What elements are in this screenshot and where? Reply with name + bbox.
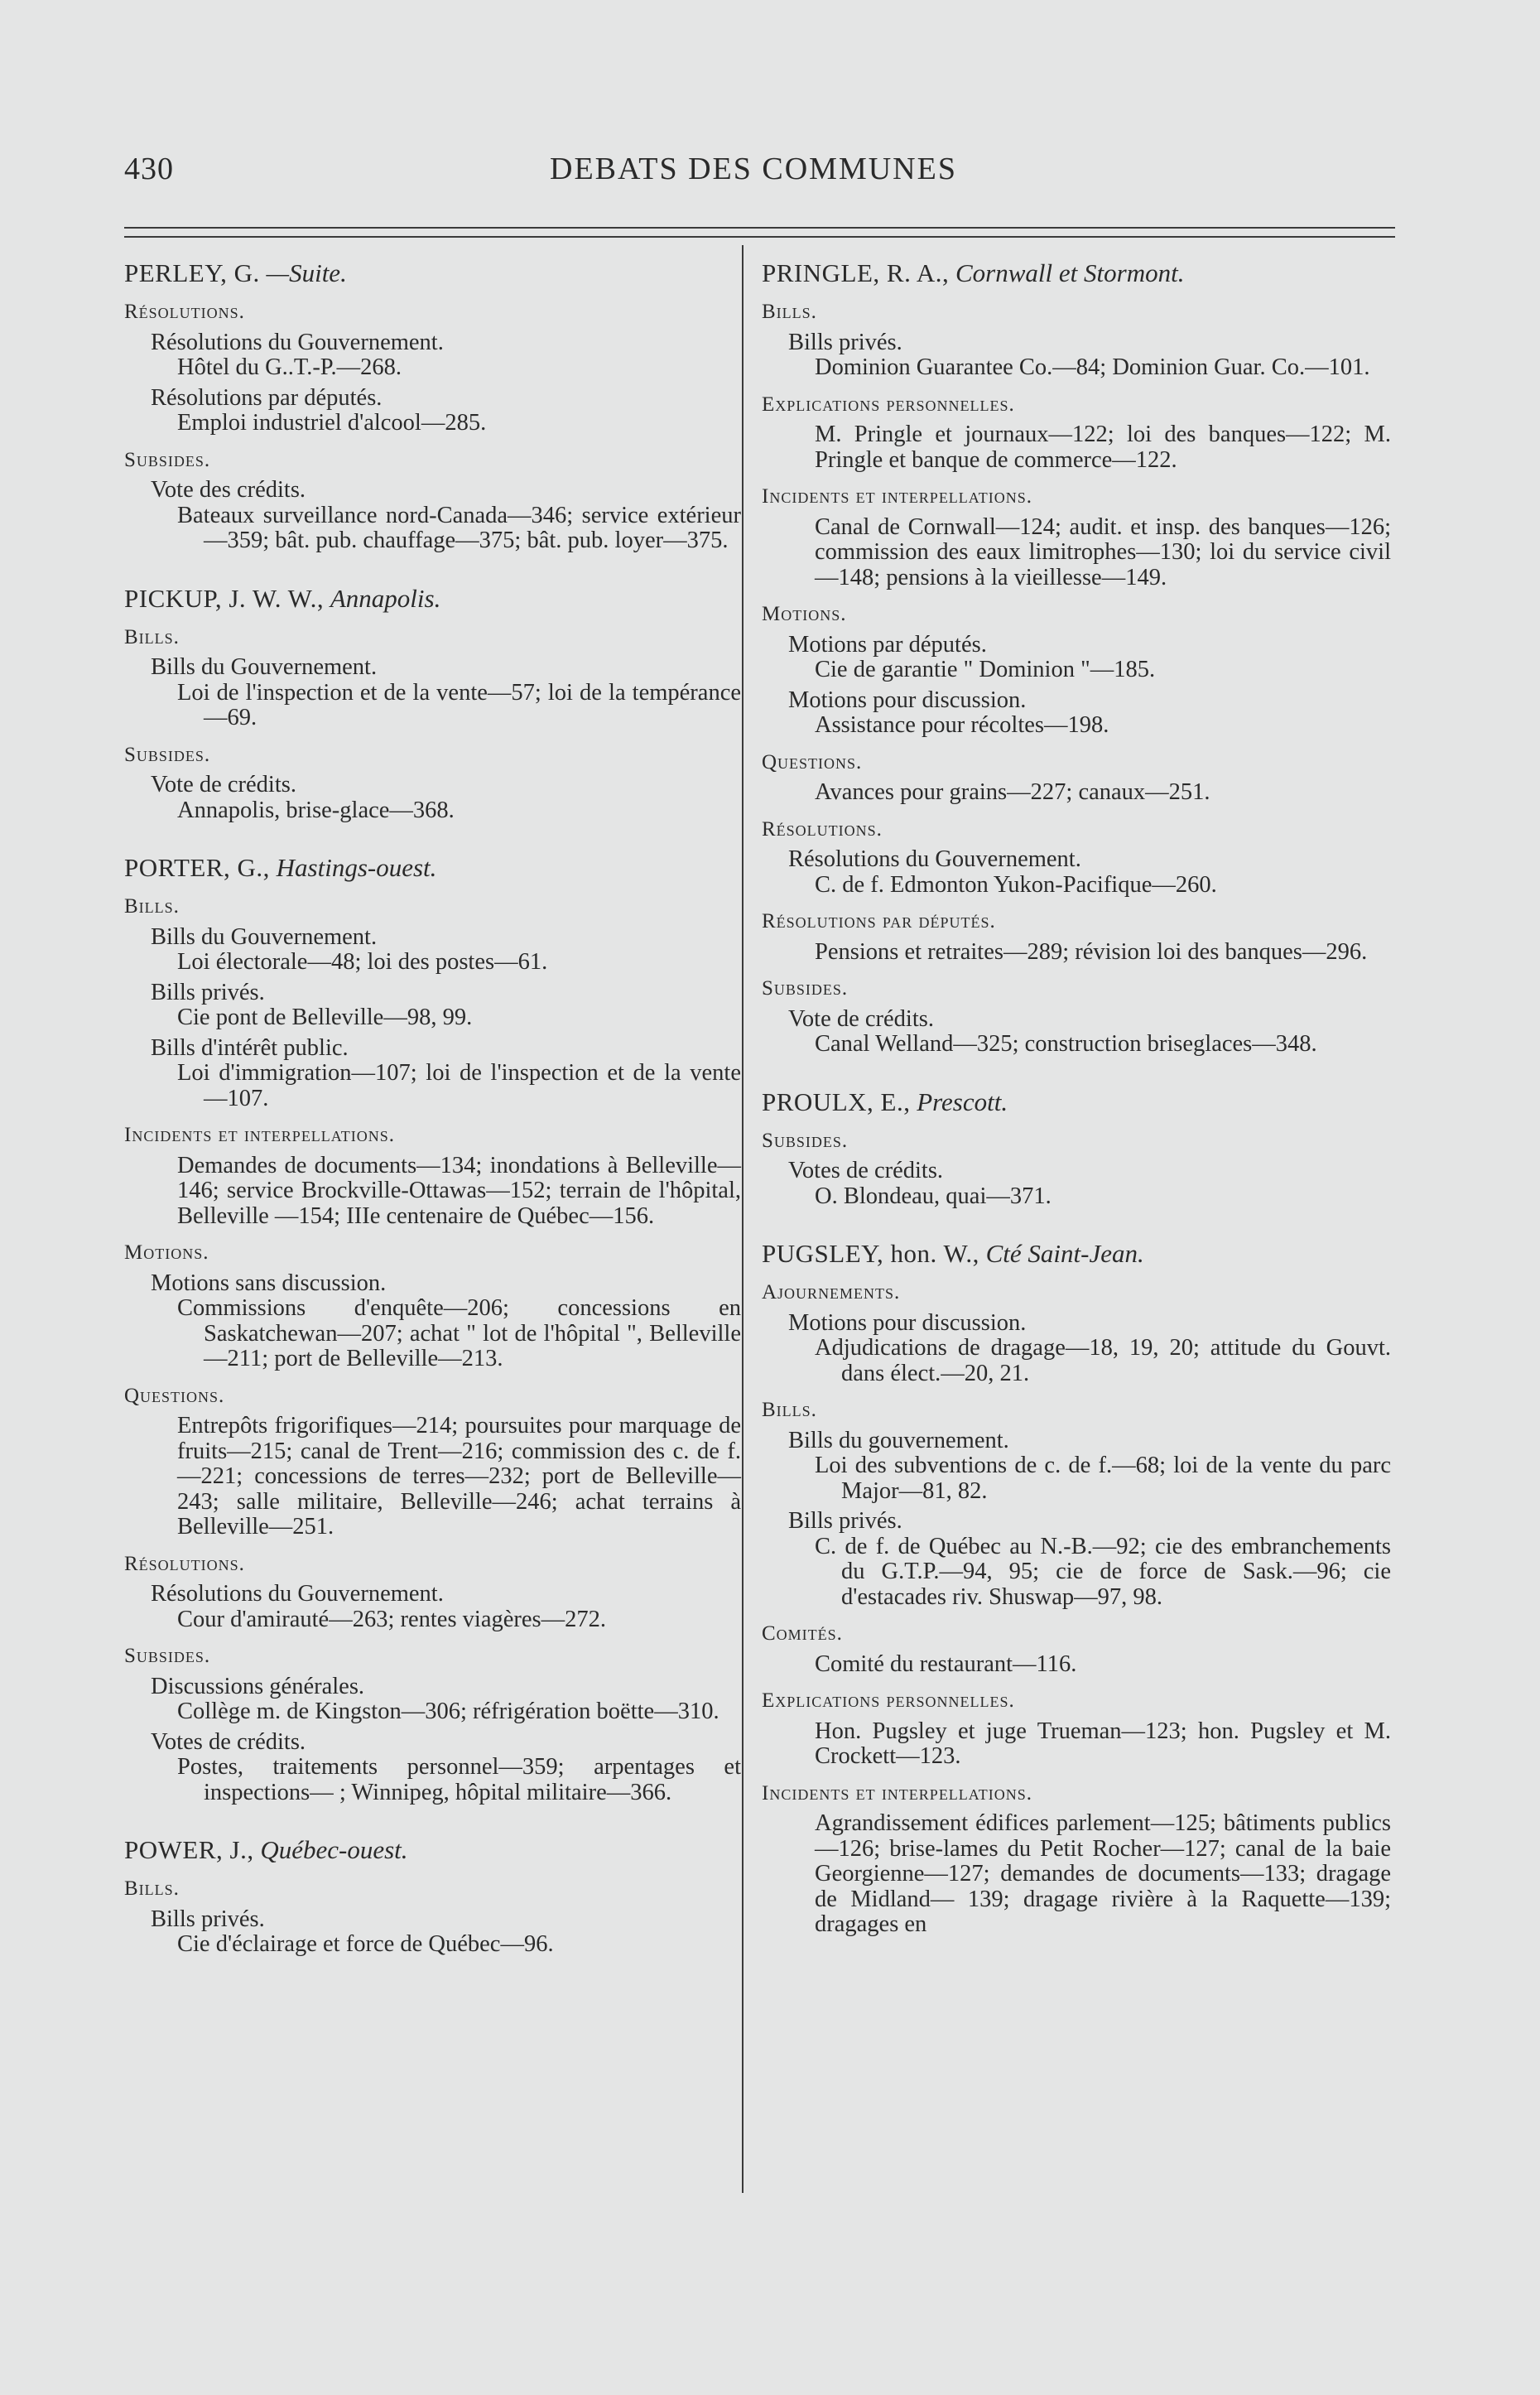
member-name: PORTER, G., <box>124 853 270 882</box>
subject-group <box>762 1652 1391 1678</box>
index-section <box>124 1552 741 1633</box>
page-number: 430 <box>124 152 174 186</box>
member-heading <box>124 258 741 288</box>
index-section <box>762 1280 1391 1386</box>
index-section <box>762 1622 1391 1677</box>
member-riding: Hastings-ouest. <box>276 853 437 882</box>
page-references: Commissions d'enquête—206; concessions en Saskatchewan—207; achat " lot de l'hôpital ", Belleville—211; port de Belleville—213. <box>177 1295 741 1371</box>
page-references: Adjudications de dragage—18, 19, 20; attitude du Gouvt. dans élect.—20, 21. <box>815 1335 1391 1386</box>
subject-group <box>124 330 741 381</box>
page-references: Collège m. de Kingston—306; réfrigération boëtte—310. <box>177 1699 719 1724</box>
page-references: Loi électorale—48; loi des postes—61. <box>177 949 548 975</box>
index-section <box>762 484 1391 590</box>
section-title: Subsides. <box>762 1129 849 1152</box>
member-heading <box>124 1835 741 1865</box>
member-name: PICKUP, J. W. W., <box>124 583 325 613</box>
section-title: Explications personnelles. <box>762 1689 1015 1712</box>
group-title: Vote de crédits. <box>788 1005 934 1032</box>
page-references: Emploi industriel d'alcool—285. <box>177 410 487 436</box>
section-title: Bills. <box>762 301 817 323</box>
member-name: PUGSLEY, hon. W., <box>762 1239 979 1268</box>
subject-group <box>124 925 741 976</box>
subject-group <box>762 1159 1391 1209</box>
group-title: Résolutions par députés. <box>151 384 383 411</box>
member-heading <box>124 584 741 614</box>
member-name: PERLEY, G. <box>124 258 260 287</box>
member-riding: —Suite. <box>266 258 347 287</box>
subject-group <box>762 688 1391 739</box>
member-riding: Cornwall et Stormont. <box>955 258 1185 287</box>
page-references: Cour d'amirauté—263; rentes viagères—272. <box>177 1606 606 1632</box>
index-section <box>762 750 1391 806</box>
group-title: Vote de crédits. <box>151 772 296 798</box>
column-divider <box>742 245 744 2193</box>
group-title: Bills privés. <box>788 1508 902 1534</box>
page-references: C. de f. Edmonton Yukon-Pacifique—260. <box>815 871 1217 898</box>
group-title: Résolutions du Gouvernement. <box>151 329 444 355</box>
subject-group <box>762 1811 1391 1938</box>
page-references: Loi de l'inspection et de la vente—57; loi de la tempérance—69. <box>177 679 741 730</box>
subject-group <box>124 1730 741 1806</box>
page-references: Postes, traitements personnel—359; arpentages et inspections— ; Winnipeg, hôpital militaire—366. <box>177 1754 741 1805</box>
subject-group <box>124 478 741 554</box>
member-riding: Prescott. <box>917 1087 1008 1116</box>
section-title: Subsides. <box>762 977 849 1000</box>
member-entry <box>762 258 1391 1058</box>
subject-group <box>124 655 741 731</box>
index-section <box>124 1123 741 1229</box>
page-references: Cie d'éclairage et force de Québec—96. <box>177 1931 554 1957</box>
section-title: Subsides. <box>124 448 211 471</box>
subject-group <box>762 422 1391 473</box>
subject-group <box>762 1719 1391 1770</box>
group-title: Votes de crédits. <box>788 1158 944 1183</box>
section-title: Incidents et interpellations. <box>124 1124 396 1146</box>
index-section <box>762 1129 1391 1210</box>
member-heading <box>762 1087 1391 1117</box>
page-references: Entrepôts frigorifiques—214; poursuites pour marquage de fruits—215; canal de Trent—216; commission des c. de f.—221; concessions de terres—232; port de Belleville—243; salle militaire, Belleville—246; achat terrains à Belleville—251. <box>177 1413 741 1540</box>
group-title: Motions pour discussion. <box>788 1309 1027 1336</box>
section-title: Bills. <box>124 625 180 648</box>
member-entry <box>762 1239 1391 1938</box>
page-references: Annapolis, brise-glace—368. <box>177 797 455 823</box>
subject-group <box>124 1414 741 1540</box>
index-section <box>124 1384 741 1540</box>
section-title: Explications personnelles. <box>762 393 1015 416</box>
index-section <box>124 1241 741 1372</box>
member-name: PROULX, E., <box>762 1087 911 1116</box>
index-section <box>762 909 1391 965</box>
group-title: Bills du Gouvernement. <box>151 923 378 950</box>
subject-group <box>124 773 741 823</box>
member-entry <box>124 853 741 1805</box>
page-references: Avances pour grains—227; canaux—251. <box>815 779 1210 805</box>
page-references: Bateaux surveillance nord-Canada—346; service extérieur—359; bât. pub. chauffage—375; bât. pub. loyer—375. <box>177 502 741 553</box>
group-title: Bills privés. <box>151 979 265 1005</box>
member-entry <box>124 258 741 554</box>
page-references: Comité du restaurant—116. <box>815 1650 1077 1677</box>
index-section <box>124 894 741 1111</box>
index-section <box>124 1877 741 1958</box>
right-column <box>762 258 1391 1938</box>
page-references: Hon. Pugsley et juge Trueman—123; hon. Pugsley et M. Crockett—123. <box>815 1718 1391 1769</box>
section-title: Résolutions. <box>762 817 883 841</box>
group-title: Vote des crédits. <box>151 477 306 503</box>
index-section <box>124 300 741 436</box>
index-section <box>762 976 1391 1058</box>
header-rule-top <box>124 227 1395 229</box>
section-title: Bills. <box>124 895 180 918</box>
group-title: Bills privés. <box>151 1906 265 1932</box>
index-section <box>762 1398 1391 1610</box>
subject-group <box>124 981 741 1031</box>
subject-group <box>762 780 1391 806</box>
section-title: Bills. <box>762 1399 817 1421</box>
page-references: Hôtel du G..T.-P.—268. <box>177 354 402 380</box>
index-section <box>762 1689 1391 1770</box>
subject-group <box>124 1675 741 1725</box>
section-title: Subsides. <box>124 1645 211 1667</box>
index-section <box>124 448 741 554</box>
page-references: Canal Welland—325; construction briseglaces—348. <box>815 1031 1317 1057</box>
section-title: Résolutions par députés. <box>762 910 996 932</box>
subject-group <box>124 386 741 436</box>
page-references: Loi d'immigration—107; loi de l'inspection et de la vente—107. <box>177 1060 741 1111</box>
group-title: Discussions générales. <box>151 1673 365 1699</box>
index-section <box>124 1644 741 1805</box>
section-title: Motions. <box>124 1241 209 1264</box>
page-references: C. de f. de Québec au N.-B.—92; cie des embranchements du G.T.P.—94, 95; cie de force de Sask.—96; cie d'estacades riv. Shuswap—97, 98. <box>815 1533 1391 1610</box>
member-heading <box>762 1239 1391 1269</box>
section-title: Subsides. <box>124 743 211 766</box>
section-title: Motions. <box>762 603 847 625</box>
subject-group <box>762 1007 1391 1058</box>
section-title: Résolutions. <box>124 1552 245 1575</box>
index-section <box>124 743 741 824</box>
group-title: Résolutions du Gouvernement. <box>788 846 1081 872</box>
member-heading <box>762 258 1391 288</box>
member-riding: Cté Saint-Jean. <box>985 1239 1144 1268</box>
subject-group <box>762 940 1391 966</box>
subject-group <box>762 633 1391 683</box>
section-title: Comités. <box>762 1622 843 1645</box>
subject-group <box>124 1154 741 1230</box>
page-references: Demandes de documents—134; inondations à Belleville—146; service Brockville-Ottawas—152; terrain de l'hôpital, Belleville —154; IIIe centenaire de Québec—156. <box>177 1152 741 1229</box>
page-references: Cie pont de Belleville—98, 99. <box>177 1005 473 1030</box>
subject-group <box>124 1036 741 1112</box>
page-references: Pensions et retraites—289; révision loi des banques—296. <box>815 938 1368 965</box>
subject-group <box>124 1582 741 1632</box>
group-title: Votes de crédits. <box>151 1728 306 1755</box>
page-references: M. Pringle et journaux—122; loi des banques—122; M. Pringle et banque de commerce—122. <box>815 422 1391 473</box>
group-title: Bills privés. <box>788 329 902 355</box>
page-references: Dominion Guarantee Co.—84; Dominion Guar. Co.—101. <box>815 354 1370 380</box>
section-title: Bills. <box>124 1877 180 1900</box>
subject-group <box>762 1429 1391 1505</box>
group-title: Motions par députés. <box>788 631 987 658</box>
subject-group <box>762 1311 1391 1387</box>
page-references: O. Blondeau, quai—371. <box>815 1183 1052 1209</box>
index-section <box>762 602 1391 739</box>
header-rule-bottom <box>124 236 1395 238</box>
subject-group <box>124 1271 741 1372</box>
member-entry <box>124 584 741 824</box>
left-column <box>124 258 741 1958</box>
page-references: Canal de Cornwall—124; audit. et insp. des banques—126; commission des eaux limitrophes—130; loi du service civil—148; pensions à la vieillesse—149. <box>815 513 1391 590</box>
member-riding: Québec-ouest. <box>260 1835 408 1864</box>
member-name: POWER, J., <box>124 1835 254 1864</box>
index-section <box>762 1781 1391 1938</box>
section-title: Incidents et interpellations. <box>762 485 1033 508</box>
section-title: Questions. <box>762 750 863 773</box>
subject-group <box>762 1509 1391 1610</box>
subject-group <box>762 847 1391 898</box>
page-references: Assistance pour récoltes—198. <box>815 712 1109 738</box>
section-title: Résolutions. <box>124 301 245 323</box>
member-heading <box>124 853 741 883</box>
running-title: DEBATS DES COMMUNES <box>550 152 957 186</box>
section-title: Incidents et interpellations. <box>762 1781 1033 1805</box>
index-section <box>762 817 1391 899</box>
subject-group <box>762 330 1391 381</box>
page-references: Cie de garantie " Dominion "—185. <box>815 657 1156 682</box>
group-title: Résolutions du Gouvernement. <box>151 1581 444 1607</box>
group-title: Motions pour discussion. <box>788 687 1027 713</box>
group-title: Bills du Gouvernement. <box>151 654 378 680</box>
page-references: Loi des subventions de c. de f.—68; loi de la vente du parc Major—81, 82. <box>815 1453 1391 1504</box>
subject-group <box>762 515 1391 591</box>
group-title: Motions sans discussion. <box>151 1270 387 1296</box>
section-title: Ajournements. <box>762 1281 901 1304</box>
index-section <box>762 393 1391 474</box>
member-entry <box>124 1835 741 1958</box>
section-title: Questions. <box>124 1384 225 1407</box>
index-section <box>762 300 1391 381</box>
member-riding: Annapolis. <box>330 583 441 613</box>
index-section <box>124 625 741 731</box>
member-entry <box>762 1087 1391 1210</box>
subject-group <box>124 1907 741 1958</box>
group-title: Bills d'intérêt public. <box>151 1034 349 1061</box>
member-name: PRINGLE, R. A., <box>762 258 950 287</box>
group-title: Bills du gouvernement. <box>788 1427 1009 1453</box>
page-references: Agrandissement édifices parlement—125; bâtiments publics—126; brise-lames du Petit Rocher—127; canal de la baie Georgienne—127; demandes de documents—133; dragage de Midland— 139; dragage rivière à la Raquette—139; dragages en <box>815 1810 1391 1937</box>
